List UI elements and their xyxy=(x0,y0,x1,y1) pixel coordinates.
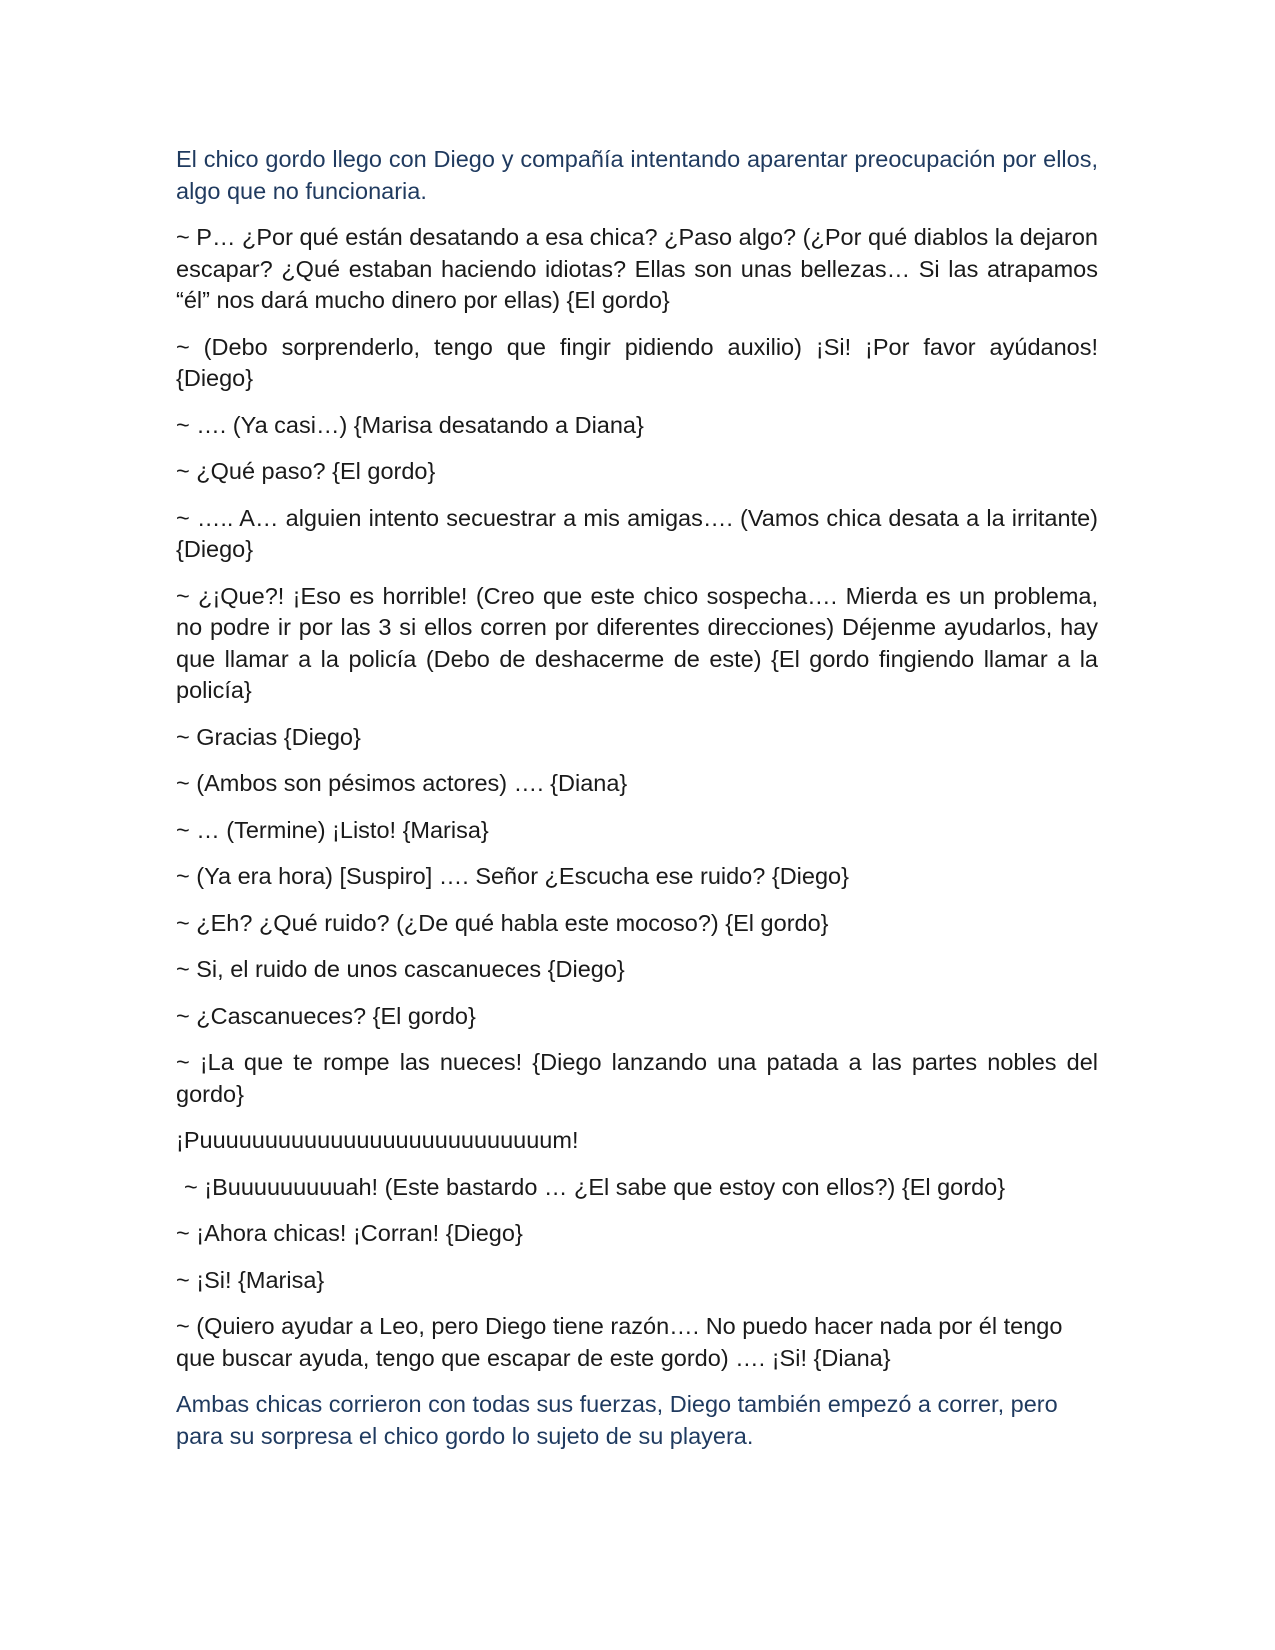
dialogue-paragraph: ~ ¡La que te rompe las nueces! {Diego lanzando una patada a las partes nobles del gordo} xyxy=(176,1049,1098,1107)
narration-paragraph: Ambas chicas corrieron con todas sus fuerzas, Diego también empezó a correr, pero para su sorpresa el chico gordo lo sujeto de su playera. xyxy=(176,1391,1058,1449)
dialogue-paragraph: ~ Si, el ruido de unos cascanueces {Diego} xyxy=(176,956,625,982)
dialogue-paragraph: ~ (Quiero ayudar a Leo, pero Diego tiene razón…. No puedo hacer nada por él tengo que buscar ayuda, tengo que escapar de este gordo) …. ¡Si! {Diana} xyxy=(176,1313,1063,1371)
dialogue-paragraph: ~ ¿¡Que?! ¡Eso es horrible! (Creo que este chico sospecha…. Mierda es un problema, no podre ir por las 3 si ellos corren por diferentes direcciones) Déjenme ayudarlos, hay que llamar a la policía (Debo de deshacerme de este) {El gordo fingiendo llamar a la policía} xyxy=(176,582,1098,703)
document-page xyxy=(176,144,1098,1467)
dialogue-paragraph: ~ ….. A… alguien intento secuestrar a mis amigas…. (Vamos chica desata a la irritante) {Diego} xyxy=(176,504,1098,562)
dialogue-paragraph: ~ (Debo sorprenderlo, tengo que fingir pidiendo auxilio) ¡Si! ¡Por favor ayúdanos! {Diego} xyxy=(176,333,1098,391)
sound-effect-paragraph: ¡Puuuuuuuuuuuuuuuuuuuuuuuuuuum! xyxy=(176,1127,579,1153)
dialogue-paragraph: ~ (Ambos son pésimos actores) …. {Diana} xyxy=(176,770,628,796)
dialogue-paragraph: ~ ¡Ahora chicas! ¡Corran! {Diego} xyxy=(176,1220,523,1246)
dialogue-paragraph: ~ ¿Qué paso? {El gordo} xyxy=(176,458,436,484)
dialogue-paragraph: ~ ¿Eh? ¿Qué ruido? (¿De qué habla este mocoso?) {El gordo} xyxy=(176,909,829,936)
dialogue-paragraph: ~ ¡Si! {Marisa} xyxy=(176,1266,325,1293)
dialogue-paragraph: ~ …. (Ya casi…) {Marisa desatando a Diana} xyxy=(176,411,644,438)
narration-paragraph: El chico gordo llego con Diego y compañía intentando aparentar preocupación por ellos, algo que no funcionaria. xyxy=(176,146,1098,204)
dialogue-paragraph: ~ (Ya era hora) [Suspiro] …. Señor ¿Escucha ese ruido? {Diego} xyxy=(176,863,849,889)
dialogue-paragraph: ~ … (Termine) ¡Listo! {Marisa} xyxy=(176,816,489,843)
dialogue-paragraph: ~ P… ¿Por qué están desatando a esa chica? ¿Paso algo? (¿Por qué diablos la dejaron escapar? ¿Qué estaban haciendo idiotas? Ellas son unas bellezas… Si las atrapamos “él” nos dará mucho dinero por ellas) {El gordo} xyxy=(176,224,1098,313)
dialogue-paragraph: ~ Gracias {Diego} xyxy=(176,723,361,750)
dialogue-paragraph: ~ ¿Cascanueces? {El gordo} xyxy=(176,1002,476,1029)
dialogue-paragraph: ~ ¡Buuuuuuuuuah! (Este bastardo … ¿El sabe que estoy con ellos?) {El gordo} xyxy=(184,1173,1006,1200)
